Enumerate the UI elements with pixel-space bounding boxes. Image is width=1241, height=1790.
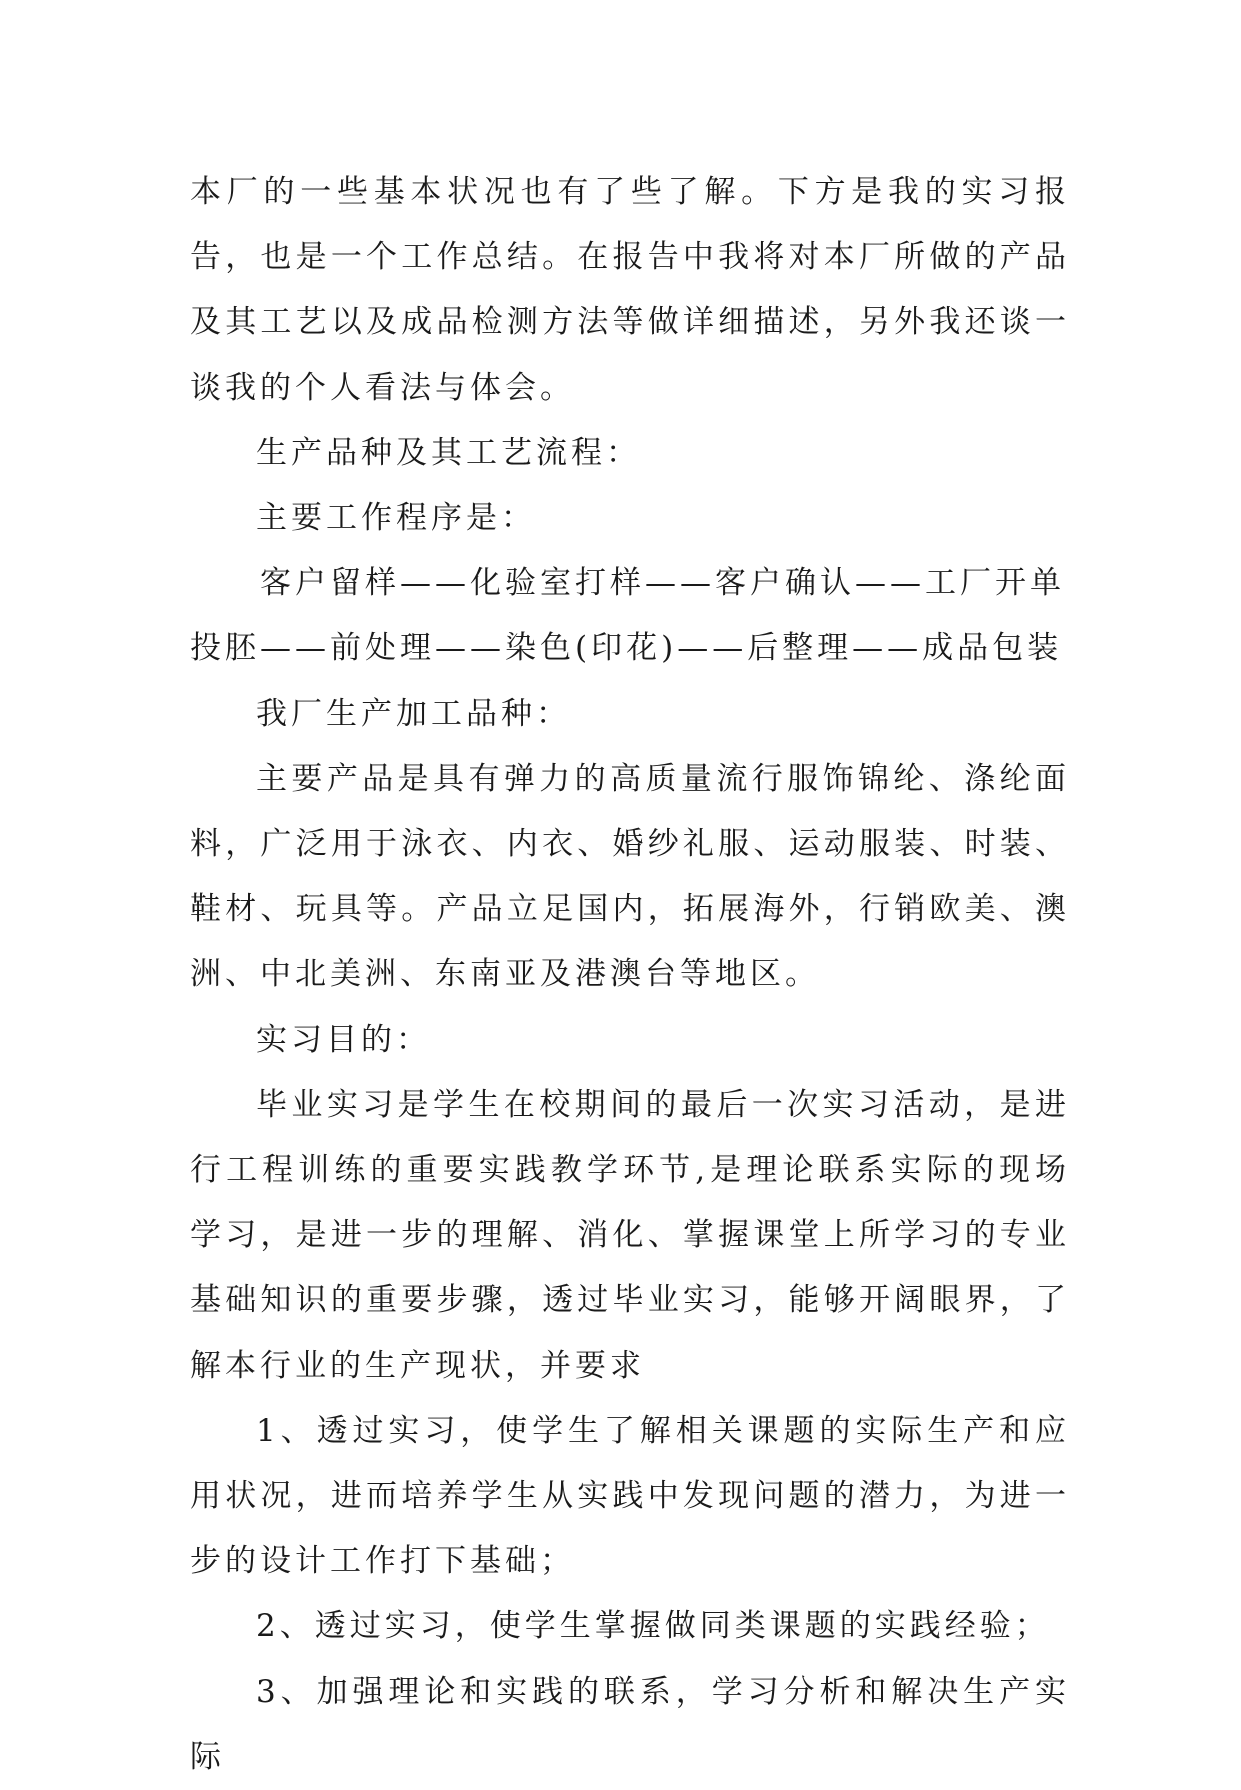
process-flow — [190, 551, 1070, 681]
process-flow-line-2: 投胚——前处理——染色(印花)——后整理——成品包装 — [190, 630, 1063, 667]
list-item-3: 3、加强理论和实践的联系，学习分析和解决生产实际 — [190, 1673, 1070, 1775]
heading-internship-purpose: 实习目的： — [256, 1021, 431, 1058]
process-flow-line-1: 客户留样——化验室打样——客户确认——工厂开单 — [260, 565, 1065, 602]
paragraph-main-products: 主要产品是具有弹力的高质量流行服饰锦纶、涤纶面料，广泛用于泳衣、内衣、婚纱礼服、运动服装、时装、鞋材、玩具等。产品立足国内，拓展海外，行销欧美、澳洲、中北美洲、东南亚及港澳台等地区。 — [190, 760, 1070, 993]
heading-product-varieties: 我厂生产加工品种： — [256, 695, 571, 732]
document-body — [190, 160, 1070, 1790]
paragraph-internship-description: 毕业实习是学生在校期间的最后一次实习活动，是进行工程训练的重要实践教学环节,是理论联系实际的现场学习，是进一步的理解、消化、掌握课堂上所学习的专业基础知识的重要步骤，透过毕业实习，能够开阔眼界，了解本行业的生产现状，并要求 — [190, 1086, 1070, 1384]
heading-main-procedure: 主要工作程序是： — [256, 500, 536, 537]
heading-product-process: 生产品种及其工艺流程： — [256, 434, 641, 471]
paragraph-intro: 本厂的一些基本状况也有了些了解。下方是我的实习报告，也是一个工作总结。在报告中我将对本厂所做的产品及其工艺以及成品检测方法等做详细描述，另外我还谈一谈我的个人看法与体会。 — [190, 174, 1070, 406]
list-item-2: 2、透过实习，使学生掌握做同类课题的实践经验； — [256, 1608, 1050, 1645]
list-item-1: 1、透过实习，使学生了解相关课题的实际生产和应用状况，进而培养学生从实践中发现问题的潜力，为进一步的设计工作打下基础； — [190, 1412, 1070, 1580]
